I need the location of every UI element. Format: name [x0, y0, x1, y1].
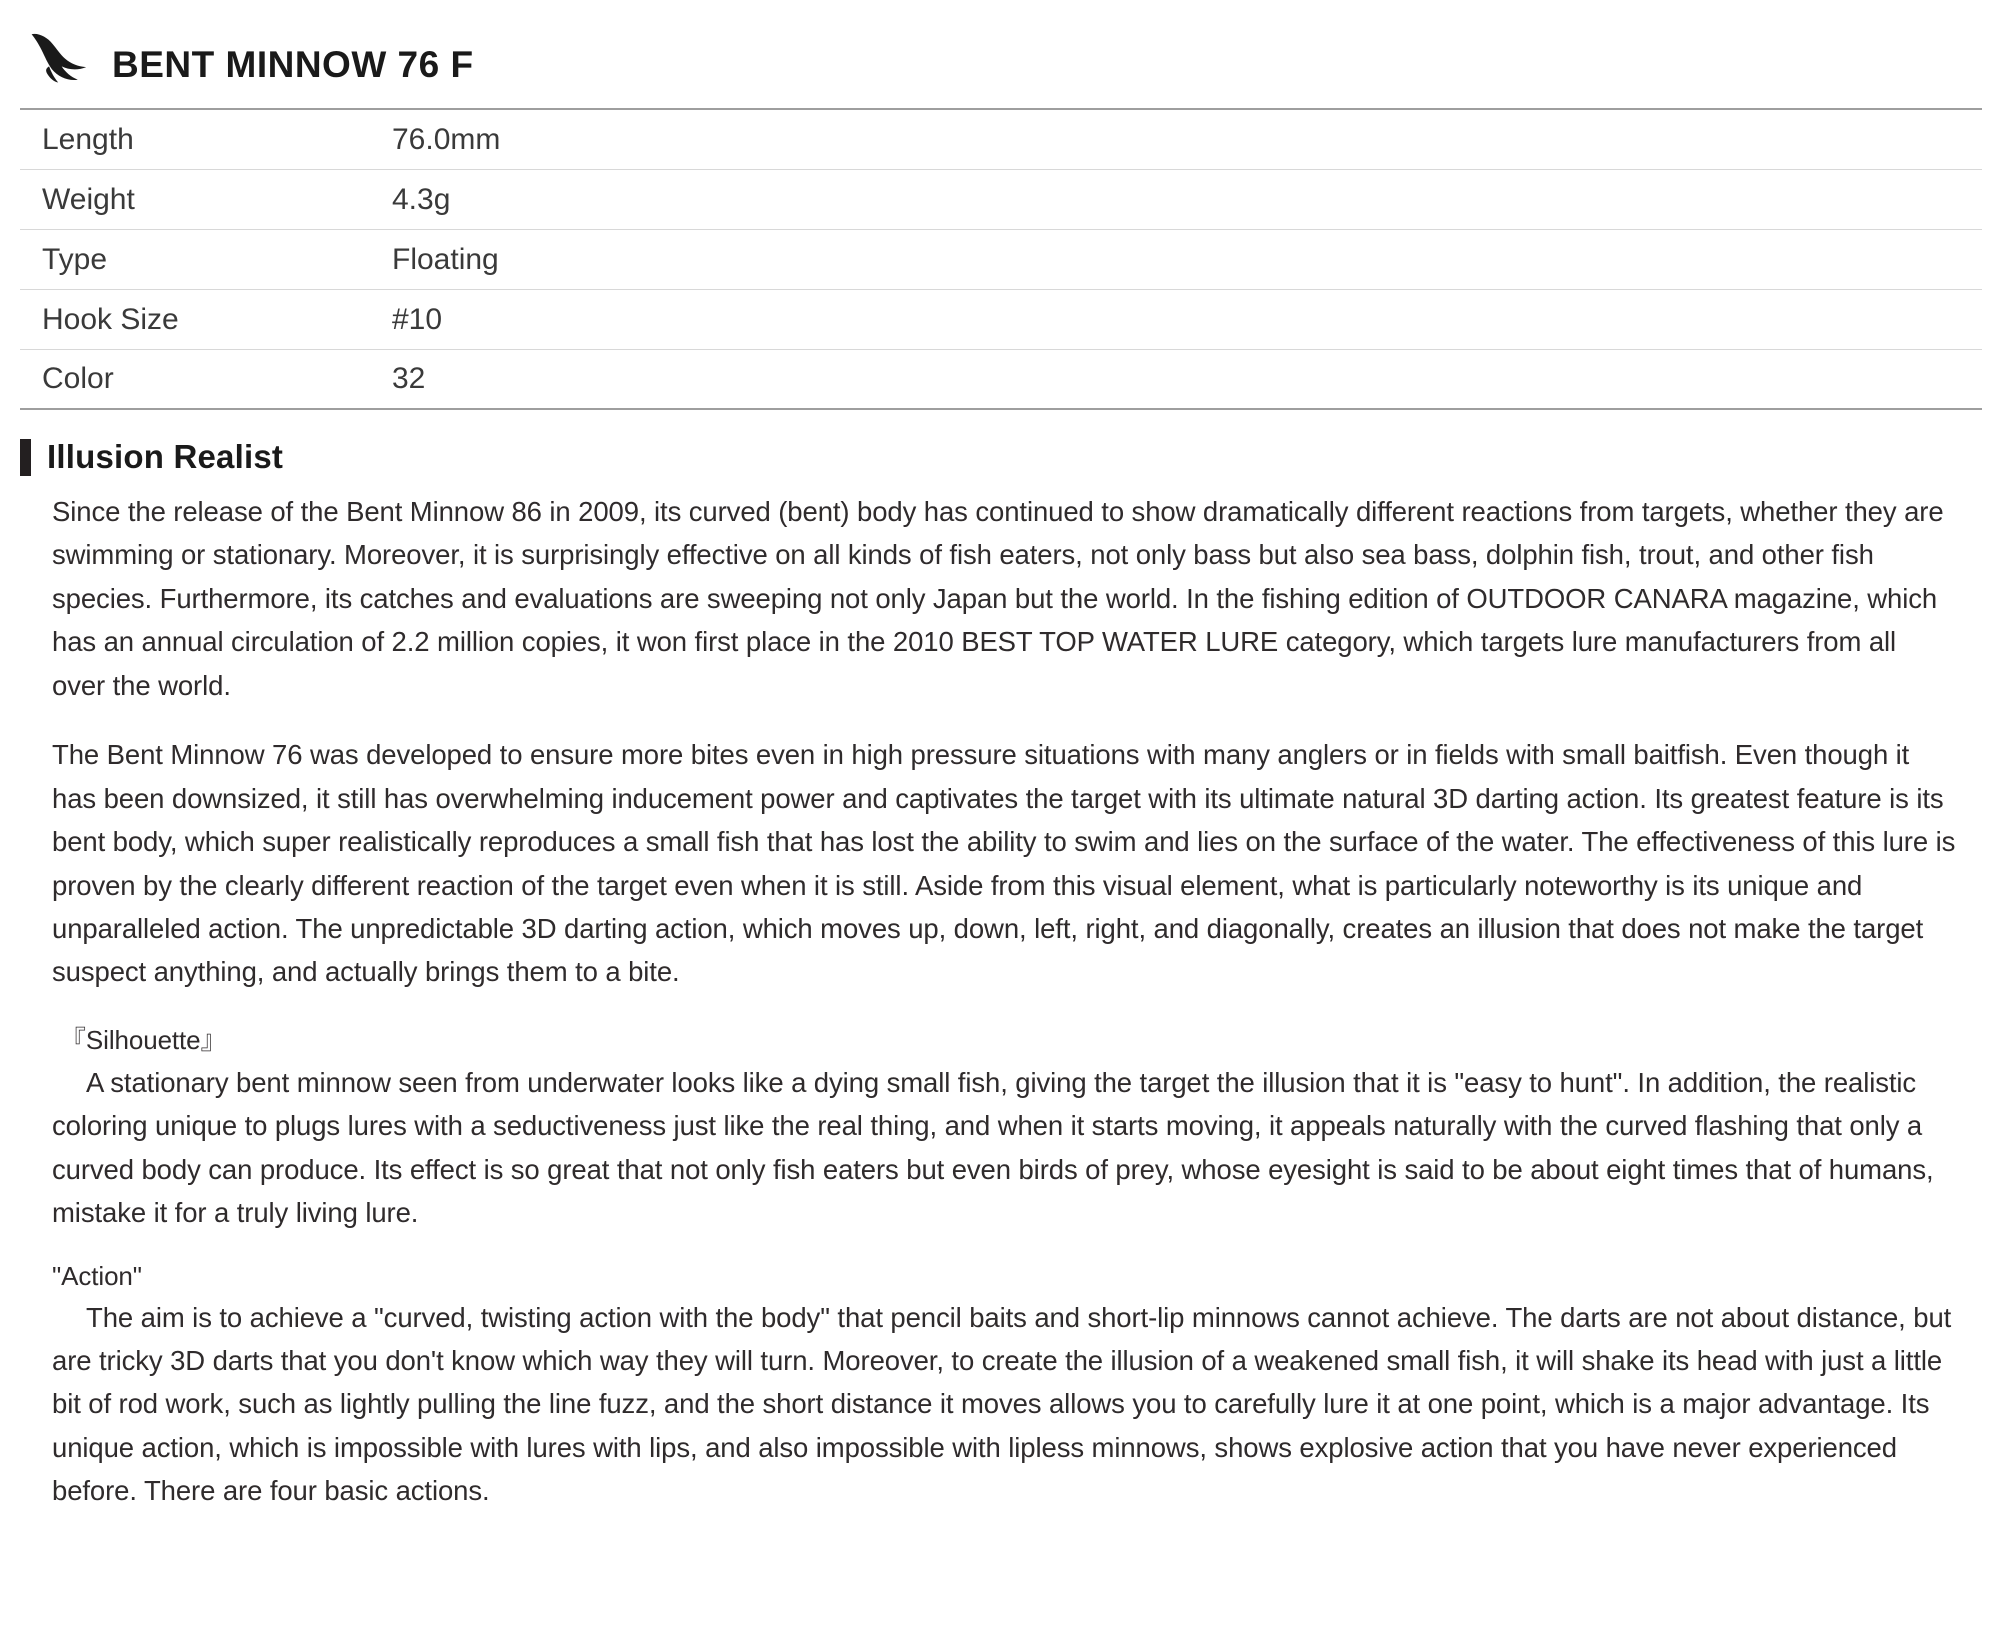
table-row [20, 349, 1982, 409]
paragraph-silhouette: A stationary bent minnow seen from underwater looks like a dying small fish, giving the target the illusion that it is "easy to hunt". In addition, the realistic coloring unique to plugs lures with a seductiveness just like the real thing, and when it starts moving, it appeals naturally with the curved flashing that only a curved body can produce. Its effect is so great that not only fish eaters but even birds of prey, whose eyesight is said to be about eight times that of humans, mistake it for a truly living lure. [52, 1066, 1934, 1229]
table-row [20, 289, 1982, 349]
paragraph-development: The Bent Minnow 76 was developed to ensure more bites even in high pressure situations with many anglers or in fields with small baitfish. Even though it has been downsized, it still has overwhelming inducement power and captivates the target with its ultimate natural 3D darting action. Its greatest feature is its bent body, which super realistically reproduces a small fish that has lost the ability to swim and lies on the surface of the water. The effectiveness of this lure is proven by the clearly different reaction of the target even when it is still. Aside from this visual element, what is particularly noteworthy is its unique and unparalleled action. The unpredictable 3D darting action, which moves up, down, left, right, and diagonally, creates an illusion that does not make the target suspect anything, and actually brings them to a bite. [52, 739, 1956, 988]
silhouette-label: 『Silhouette』 [60, 1024, 227, 1055]
spec-value: 4.3g [372, 169, 1982, 229]
spec-label: Hook Size [20, 289, 372, 349]
section-heading [20, 438, 1982, 476]
spec-table [20, 108, 1982, 410]
spec-value: 76.0mm [372, 109, 1982, 169]
table-row [20, 109, 1982, 169]
spec-value: Floating [372, 229, 1982, 289]
section-accent-bar [20, 439, 31, 476]
spec-label: Length [20, 109, 372, 169]
action-label: "Action" [52, 1260, 142, 1291]
table-row [20, 169, 1982, 229]
paragraph-intro: Since the release of the Bent Minnow 86 in 2009, its curved (bent) body has continued to show dramatically different reactions from targets, whether they are swimming or stationary. Moreover, it is surprisingly effective on all kinds of fish eaters, not only bass but also sea bass, dolphin fish, trout, and other fish species. Furthermore, its catches and evaluations are sweeping not only Japan but the world. In the fishing edition of OUTDOOR CANARA magazine, which has an annual circulation of 2.2 million copies, it won first place in the 2010 BEST TOP WATER LURE category, which targets lure manufacturers from all over the world. [52, 496, 1944, 701]
spec-value: 32 [372, 349, 1982, 409]
page-title: BENT MINNOW 76 F [112, 44, 474, 85]
spec-label: Weight [20, 169, 372, 229]
spec-value: #10 [372, 289, 1982, 349]
table-row [20, 229, 1982, 289]
paragraph-action: The aim is to achieve a "curved, twisting action with the body" that pencil baits and short-lip minnows cannot achieve. The darts are not about distance, but are tricky 3D darts that you don't know which way they will turn. Moreover, to create the illusion of a weakened small fish, it will shake its head with just a little bit of rod work, such as lightly pulling the line fuzz, and the short distance it moves allows you to carefully lure it at one point, which is a major advantage. Its unique action, which is impossible with lures with lips, and also impossible with lipless minnows, shows explosive action that you have never experienced before. There are four basic actions. [52, 1301, 1952, 1507]
product-header [18, 0, 1982, 108]
description-body [18, 490, 1982, 1513]
section-title: Illusion Realist [47, 438, 284, 475]
spec-label: Color [20, 349, 372, 409]
bird-logo-icon [26, 30, 96, 100]
spec-label: Type [20, 229, 372, 289]
